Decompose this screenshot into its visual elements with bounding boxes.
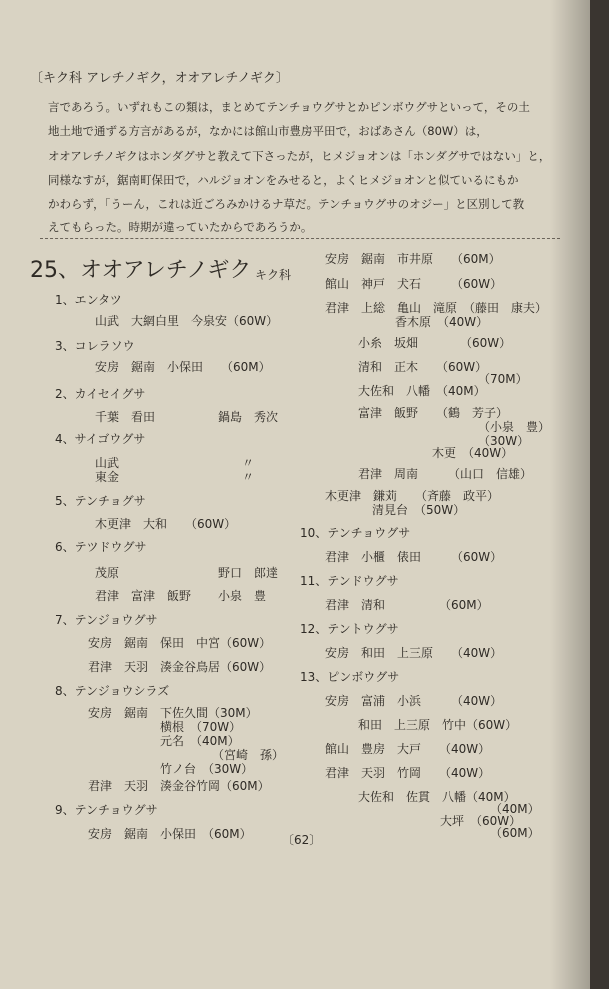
left-entry: 安房 鋸南 下佐久間（30M） bbox=[88, 706, 258, 720]
left-entry: 横根 （70W） bbox=[160, 720, 242, 734]
right-entry: （40M） bbox=[490, 802, 540, 816]
left-entry: 6、テツドウグサ bbox=[55, 540, 147, 554]
intro-header: 〔キク科 アレチノギク，オオアレチノギク〕 bbox=[30, 71, 289, 86]
right-entry: 清和 正木 （60W） bbox=[358, 360, 488, 374]
right-entry: 君津 天羽 竹岡 （40W） bbox=[325, 766, 491, 780]
left-entry: 山武 bbox=[95, 456, 120, 470]
intro-line: オオアレチノギクはホンダグサと教えて下さったが，ヒメジョオンは「ホンダグサではない」と， bbox=[48, 149, 551, 163]
right-entry: 安房 和田 上三原 （40W） bbox=[325, 646, 503, 660]
left-entry: 元名 （40M） bbox=[160, 734, 240, 748]
left-entry: 1、エンタツ bbox=[55, 293, 122, 307]
left-entry: 安房 鋸南 小保田 （60M） bbox=[88, 827, 252, 841]
right-entry: （70M） bbox=[478, 372, 528, 386]
left-entry: 小泉 豊 bbox=[218, 589, 267, 603]
intro-line: 言であろう。いずれもこの類は，まとめてテンチョウグサとかピンボウグサといって，その土 bbox=[48, 100, 530, 114]
left-entry: 8、テンジョウシラズ bbox=[55, 684, 170, 698]
section-title: 25、オオアレチノギク bbox=[30, 258, 252, 283]
right-entry: （30W） bbox=[478, 434, 530, 448]
right-entry: 10、テンチョウグサ bbox=[300, 526, 411, 540]
left-entry: 4、サイゴウグサ bbox=[55, 432, 146, 446]
right-entry: 君津 上総 亀山 滝原 （藤田 康夫） bbox=[325, 301, 548, 315]
left-entry: 5、テンチョグサ bbox=[55, 494, 146, 508]
right-entry: 清見台 （50W） bbox=[372, 503, 466, 517]
section-divider bbox=[40, 238, 560, 239]
right-entry: 君津 周南 （山口 信雄） bbox=[358, 467, 533, 481]
right-entry: 君津 清和 （60M） bbox=[325, 598, 489, 612]
intro-line: 地土地で通ずる方言があるが，なかには館山市豊房平田で，おばあさん（80W）は， bbox=[48, 124, 488, 138]
left-entry: 7、テンジョウグサ bbox=[55, 613, 158, 627]
left-entry: 〃 bbox=[242, 456, 255, 470]
right-entry: 和田 上三原 竹中（60W） bbox=[358, 718, 518, 732]
section-family: キク科 bbox=[255, 268, 292, 282]
intro-line: 同様なすが，鋸南町保田で，ハルジョオンをみせると，よくヒメジョオンと似ているにもか bbox=[48, 173, 519, 187]
right-entry: 富津 飯野 （鶴 芳子） bbox=[358, 406, 509, 420]
right-entry: 館山 豊房 大戸 （40W） bbox=[325, 742, 491, 756]
left-entry: 君津 天羽 湊金谷竹岡（60M） bbox=[88, 779, 270, 793]
left-entry: 安房 鋸南 保田 中宮（60W） bbox=[88, 636, 272, 650]
right-entry: （小泉 豊） bbox=[478, 420, 551, 434]
intro-line: えてもらった。時期が違っていたからであろうか。 bbox=[48, 220, 313, 234]
left-entry: 君津 富津 飯野 bbox=[95, 589, 192, 603]
right-entry: 12、テントウグサ bbox=[300, 622, 399, 636]
left-entry: 野口 郎達 bbox=[218, 566, 279, 580]
left-entry: （宮崎 孫） bbox=[212, 748, 285, 762]
right-entry: 13、ピンボウグサ bbox=[300, 670, 400, 684]
left-entry: 竹ノ台 （30W） bbox=[160, 762, 254, 776]
right-entry: 木更 （40W） bbox=[432, 446, 514, 460]
right-entry: 香木原 （40W） bbox=[395, 315, 489, 329]
left-entry: 木更津 大和 （60W） bbox=[95, 517, 237, 531]
right-entry: 館山 神戸 犬石 （60W） bbox=[325, 277, 503, 291]
right-entry: 11、テンドウグサ bbox=[300, 574, 399, 588]
right-entry: 大坪 （60W） bbox=[440, 814, 522, 828]
left-entry: 3、コレラソウ bbox=[55, 339, 135, 353]
left-entry: 君津 天羽 湊金谷鳥居（60W） bbox=[88, 660, 272, 674]
left-entry: 9、テンチョウグサ bbox=[55, 803, 158, 817]
left-entry: 安房 鋸南 小保田 （60M） bbox=[95, 360, 271, 374]
right-entry: 大佐和 佐貫 八幡（40M） bbox=[358, 790, 516, 804]
right-entry: 君津 小櫃 俵田 （60W） bbox=[325, 550, 503, 564]
right-entry: 木更津 鎌苅 （斉藤 政平） bbox=[325, 489, 500, 503]
left-entry: 鍋島 秀次 bbox=[218, 410, 279, 424]
left-entry: 茂原 bbox=[95, 566, 120, 580]
right-entry: 小糸 坂畑 （60W） bbox=[358, 336, 512, 350]
left-entry: 2、カイセイグサ bbox=[55, 387, 146, 401]
page-number: 〔62〕 bbox=[282, 833, 322, 847]
left-entry: 〃 bbox=[242, 470, 255, 484]
right-entry: 安房 富浦 小浜 （40W） bbox=[325, 694, 503, 708]
left-entry: 山武 大網白里 今泉安（60W） bbox=[95, 314, 279, 328]
left-entry: 東金 bbox=[95, 470, 120, 484]
intro-line: かわらず，「うーん，これは近ごろみかけるナ草だ。テンチョウグサのオジー」と区別して教 bbox=[48, 197, 525, 211]
right-entry: （60M） bbox=[490, 826, 540, 840]
left-entry: 千葉 看田 bbox=[95, 410, 156, 424]
right-entry: 安房 鋸南 市井原 （60M） bbox=[325, 252, 501, 266]
right-entry: 大佐和 八幡 （40M） bbox=[358, 384, 486, 398]
